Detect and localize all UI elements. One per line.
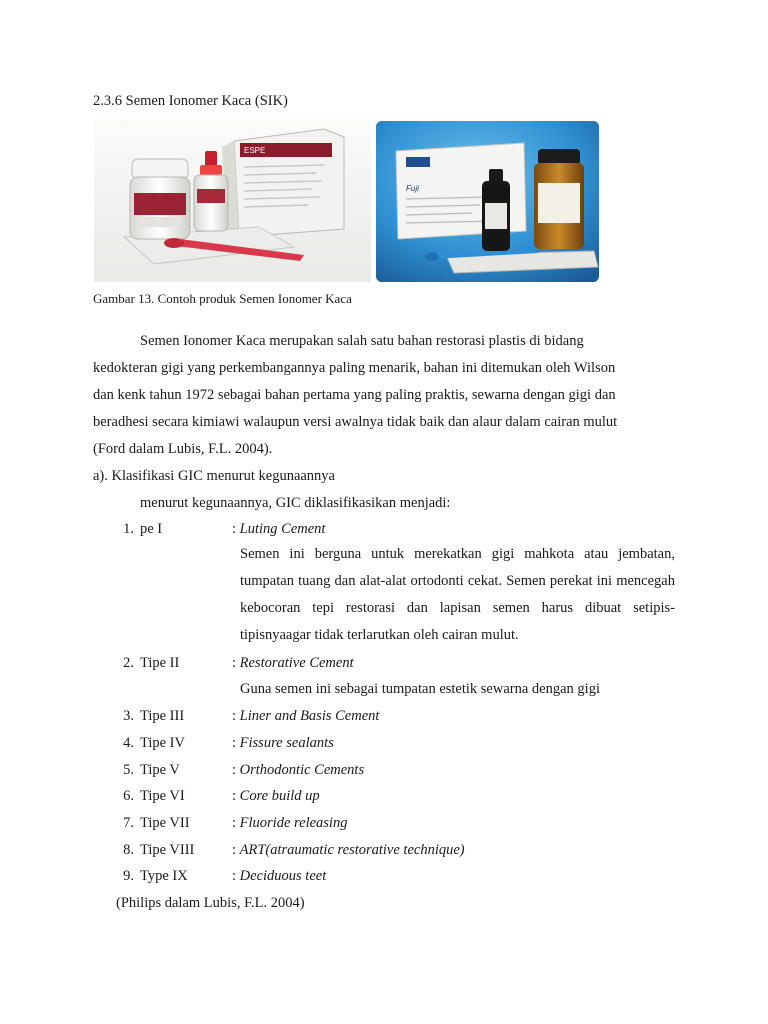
product-photo-espe-illustration	[94, 119, 371, 282]
colon: :	[232, 735, 237, 751]
product-photo-fuji	[376, 121, 599, 282]
type-value: ART(atraumatic restorative technique)	[239, 842, 465, 858]
box-product-text: Fuji	[406, 184, 419, 193]
type-value-row	[232, 707, 379, 725]
list-number: 3.	[123, 708, 134, 724]
type-value: Fissure sealants	[239, 735, 334, 751]
type1-description: Semen ini berguna untuk merekatkan gigi mahkota atau jembatan, tumpatan tuang dan alat-alat ortodonti cekat. Semen perekat ini mencegah kebocoran tepi restorasi dan lapisan semen harus dibuat setipis-tipisnyaagar tidak terlarutkan oleh cairan mulut.	[240, 546, 675, 643]
colon: :	[232, 655, 237, 671]
type-label: Tipe VI	[140, 788, 185, 804]
type-label: Tipe VII	[140, 815, 190, 831]
type-value: Orthodontic Cements	[239, 762, 365, 778]
paragraph-line: Semen Ionomer Kaca merupakan salah satu bahan restorasi plastis di bidang	[140, 333, 584, 349]
colon: :	[232, 521, 237, 537]
paragraph-line: dan kenk tahun 1972 sebagai bahan pertama yang paling praktis, sewarna dengan gigi dan	[93, 387, 616, 403]
reference-citation: (Philips dalam Lubis, F.L. 2004)	[116, 895, 305, 911]
type-value: Liner and Basis Cement	[239, 708, 380, 724]
list-number: 5.	[123, 762, 134, 778]
type-label: Type IX	[140, 868, 188, 884]
list-number: 8.	[123, 842, 134, 858]
type-value-row	[232, 734, 334, 752]
type-label: Tipe VIII	[140, 842, 195, 858]
box-brand-text: ESPE	[244, 146, 266, 155]
colon: :	[232, 788, 237, 804]
type-value: Luting Cement	[239, 521, 326, 537]
type-value-row	[232, 520, 325, 538]
paragraph-line: beradhesi secara kimiawi walaupun versi awalnya tidak baik dan alaur dalam cairan mulut	[93, 414, 618, 430]
type-label: Tipe V	[140, 762, 180, 778]
type-value: Core build up	[239, 788, 320, 804]
type-label: Tipe IV	[140, 735, 185, 751]
paragraph-line: kedokteran gigi yang perkembangannya paling menarik, bahan ini ditemukan oleh Wilson	[93, 360, 616, 376]
list-number: 9.	[123, 868, 134, 884]
type-value-row	[232, 867, 326, 885]
type-value: Fluoride releasing	[239, 815, 348, 831]
type-value: Deciduous teet	[239, 868, 327, 884]
list-number: 6.	[123, 788, 134, 804]
type-label: pe I	[140, 521, 163, 537]
list-number: 1.	[123, 521, 134, 537]
colon: :	[232, 762, 237, 778]
type-value-row	[232, 787, 320, 805]
type-value-row	[232, 654, 354, 672]
type2-description: Guna semen ini sebagai tumpatan estetik sewarna dengan gigi	[240, 681, 600, 697]
figure-caption: Gambar 13. Contoh produk Semen Ionomer Kaca	[93, 291, 352, 306]
colon: :	[232, 708, 237, 724]
paragraph-line: (Ford dalam Lubis, F.L. 2004).	[93, 441, 273, 457]
section-heading: 2.3.6 Semen Ionomer Kaca (SIK)	[93, 93, 288, 109]
product-photo-espe	[94, 119, 371, 282]
list-number: 2.	[123, 655, 134, 671]
type-value: Restorative Cement	[239, 655, 354, 671]
list-number: 7.	[123, 815, 134, 831]
type-value-row	[232, 814, 347, 832]
type-label: Tipe II	[140, 655, 180, 671]
type-label: Tipe III	[140, 708, 185, 724]
product-photo-fuji-illustration	[376, 121, 599, 282]
type-value-row	[232, 761, 364, 779]
list-number: 4.	[123, 735, 134, 751]
classification-intro: menurut kegunaannya, GIC diklasifikasikan menjadi:	[140, 495, 451, 511]
colon: :	[232, 868, 237, 884]
colon: :	[232, 815, 237, 831]
colon: :	[232, 842, 237, 858]
type-value-row	[232, 841, 465, 859]
classification-heading: a). Klasifikasi GIC menurut kegunaannya	[93, 468, 335, 484]
